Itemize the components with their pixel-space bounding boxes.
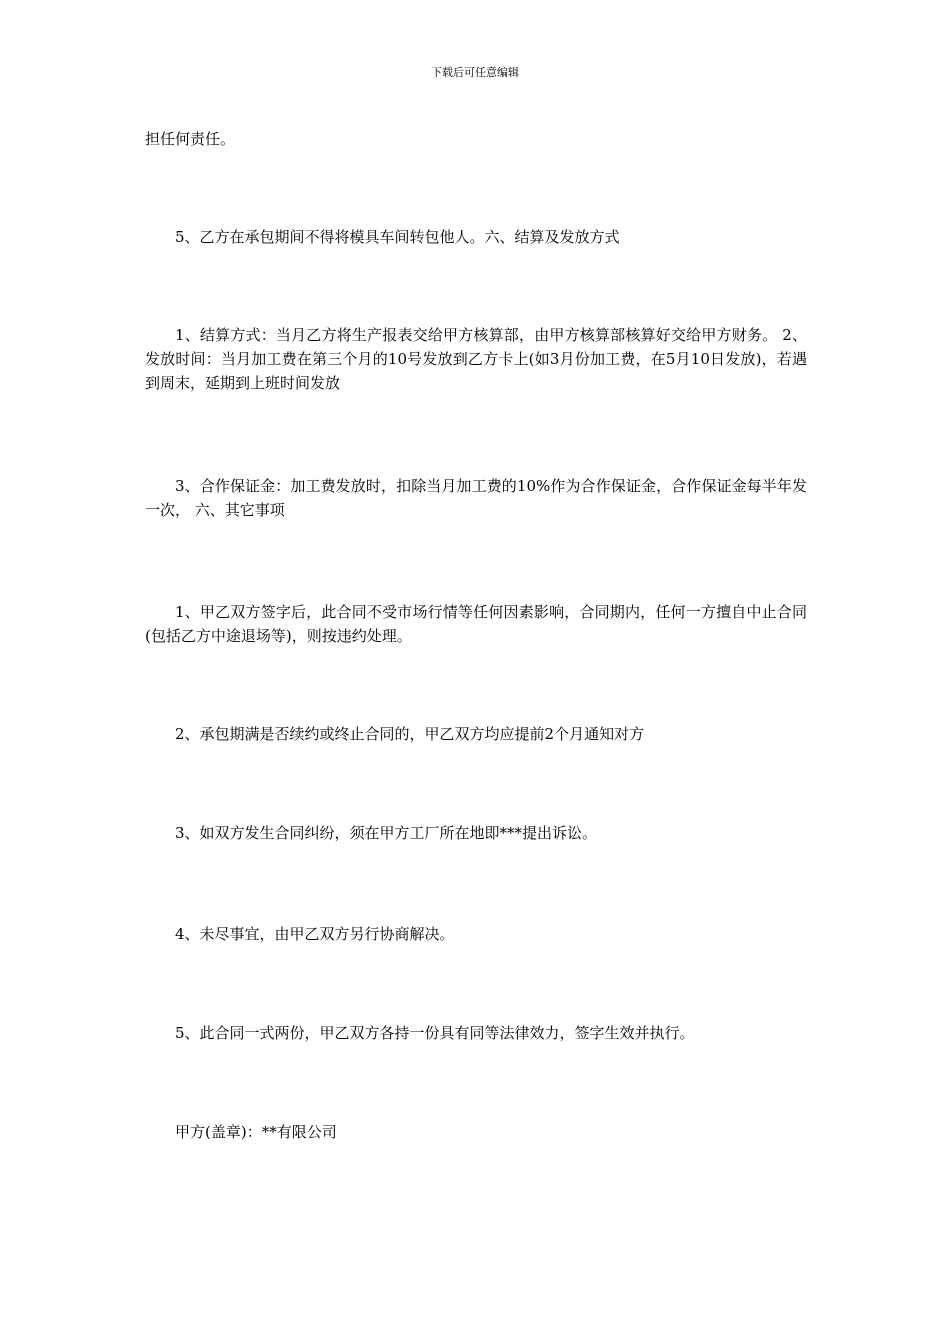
paragraph-other-matters-1: 1、甲乙双方签字后，此合同不受市场行情等任何因素影响，合同期内，任何一方擅自中止合同(包括乙方中途退场等)，则按违约处理。: [145, 603, 807, 645]
paragraph-other-matters-4: 4、未尽事宜，由甲乙双方另行协商解决。: [175, 925, 455, 943]
paragraph-other-matters-3: 3、如双方发生合同纠纷，须在甲方工厂所在地即***提出诉讼。: [175, 824, 598, 842]
paragraph-settlement-method: 1、结算方式：当月乙方将生产报表交给甲方核算部，由甲方核算部核算好交给甲方财务。 2、发放时间：当月加工费在第三个月的10号发放到乙方卡上(如3月份加工费，在5月10日发放)，若遇到周末，延期到上班时间发放: [145, 326, 807, 392]
page-header: 下载后可任意编辑: [431, 66, 519, 79]
signature-party-a: 甲方(盖章)：**有限公司: [175, 1123, 337, 1141]
paragraph-cooperation-deposit: 3、合作保证金：加工费发放时，扣除当月加工费的10%作为合作保证金，合作保证金每半年发一次， 六、其它事项: [145, 477, 807, 519]
paragraph-other-matters-2: 2、承包期满是否续约或终止合同的，甲乙双方均应提前2个月通知对方: [175, 725, 645, 743]
paragraph-continuation: 担任何责任。: [145, 130, 236, 148]
paragraph-other-matters-5: 5、此合同一式两份，甲乙双方各持一份具有同等法律效力，签字生效并执行。: [175, 1024, 695, 1042]
paragraph-clause-5-transfer: 5、乙方在承包期间不得将模具车间转包他人。六、结算及发放方式: [175, 228, 620, 246]
